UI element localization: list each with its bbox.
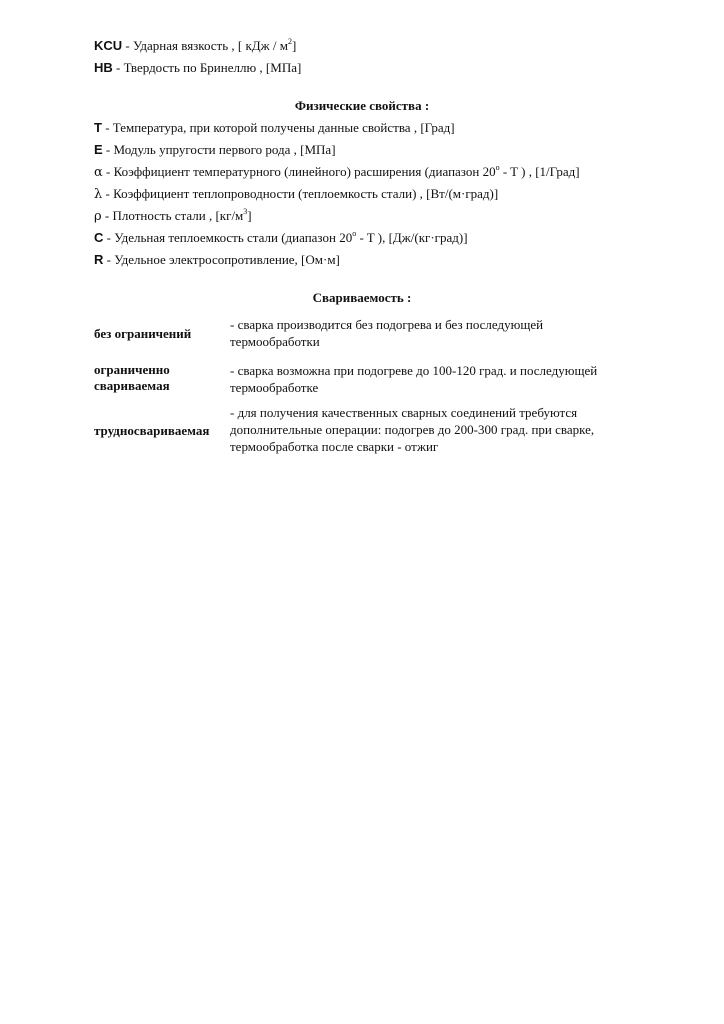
legend-tail: ] bbox=[247, 208, 252, 223]
legend-line-c bbox=[94, 230, 468, 246]
legend-tail: - T ) , [1/Град] bbox=[499, 164, 580, 179]
symbol-t: T bbox=[94, 120, 102, 135]
legend-text: - Температура, при которой получены данные свойства , [Град] bbox=[101, 120, 455, 135]
superscript: o bbox=[352, 229, 357, 238]
legend-line-rho bbox=[94, 208, 252, 225]
symbol-c: C bbox=[94, 230, 104, 245]
legend-text: - Модуль упругости первого рода , [МПа] bbox=[102, 142, 336, 157]
legend-line-r bbox=[94, 252, 340, 268]
weldability-heading: Свариваемость : bbox=[312, 290, 412, 305]
superscript: o bbox=[495, 163, 500, 172]
legend-line-kcu bbox=[94, 38, 296, 54]
symbol-e: E bbox=[94, 142, 103, 157]
legend-text: - Удельное электросопротивление, [Ом·м] bbox=[103, 252, 340, 267]
weld-desc-unrestricted: - сварка производится без подогрева и без последующей термообработки bbox=[230, 317, 544, 349]
legend-text: - Коэффициент теплопроводности (теплоемкость стали) , [Вт/(м·град)] bbox=[102, 186, 499, 201]
physical-heading: Физические свойства : bbox=[294, 98, 430, 113]
symbol-alpha: α bbox=[94, 165, 103, 180]
legend-text: - Твердость по Бринеллю , [МПа] bbox=[112, 60, 302, 75]
weld-desc-limited: - сварка возможна при подогреве до 100-120 град. и последующей термообработке bbox=[230, 363, 598, 395]
legend-line-t bbox=[94, 120, 455, 136]
legend-text: - Плотность стали , [кг/м bbox=[101, 208, 244, 223]
symbol-hb: HB bbox=[94, 60, 113, 75]
legend-text: - Удельная теплоемкость стали (диапазон 20 bbox=[103, 230, 353, 245]
weld-term-limited: ограниченно свариваемая bbox=[94, 362, 170, 393]
legend-tail: - T ), [Дж/(кг·град)] bbox=[356, 230, 468, 245]
symbol-lambda: λ bbox=[94, 187, 103, 202]
superscript: 2 bbox=[288, 37, 292, 46]
legend-text: - Коэффициент температурного (линейного) расширения (диапазон 20 bbox=[102, 164, 496, 179]
superscript: 3 bbox=[243, 207, 248, 216]
symbol-rho: ρ bbox=[94, 209, 102, 224]
legend-line-e bbox=[94, 142, 336, 158]
legend-text: - Ударная вязкость , [ кДж / м bbox=[122, 38, 288, 53]
symbol-r: R bbox=[94, 252, 104, 267]
symbol-kcu: KCU bbox=[94, 38, 123, 53]
weld-term-difficult: трудносвариваемая bbox=[94, 423, 210, 438]
legend-line-alpha bbox=[94, 164, 580, 181]
legend-tail: ] bbox=[292, 38, 297, 53]
weld-term-unrestricted: без ограничений bbox=[94, 326, 192, 341]
legend-line-hb bbox=[94, 60, 301, 76]
legend-line-lambda bbox=[94, 186, 498, 203]
weld-desc-difficult: - для получения качественных сварных соединений требуются дополнительные операции: подогрев до 200-300 град. при сварке, термообработка после сварки - отжиг bbox=[230, 405, 595, 454]
